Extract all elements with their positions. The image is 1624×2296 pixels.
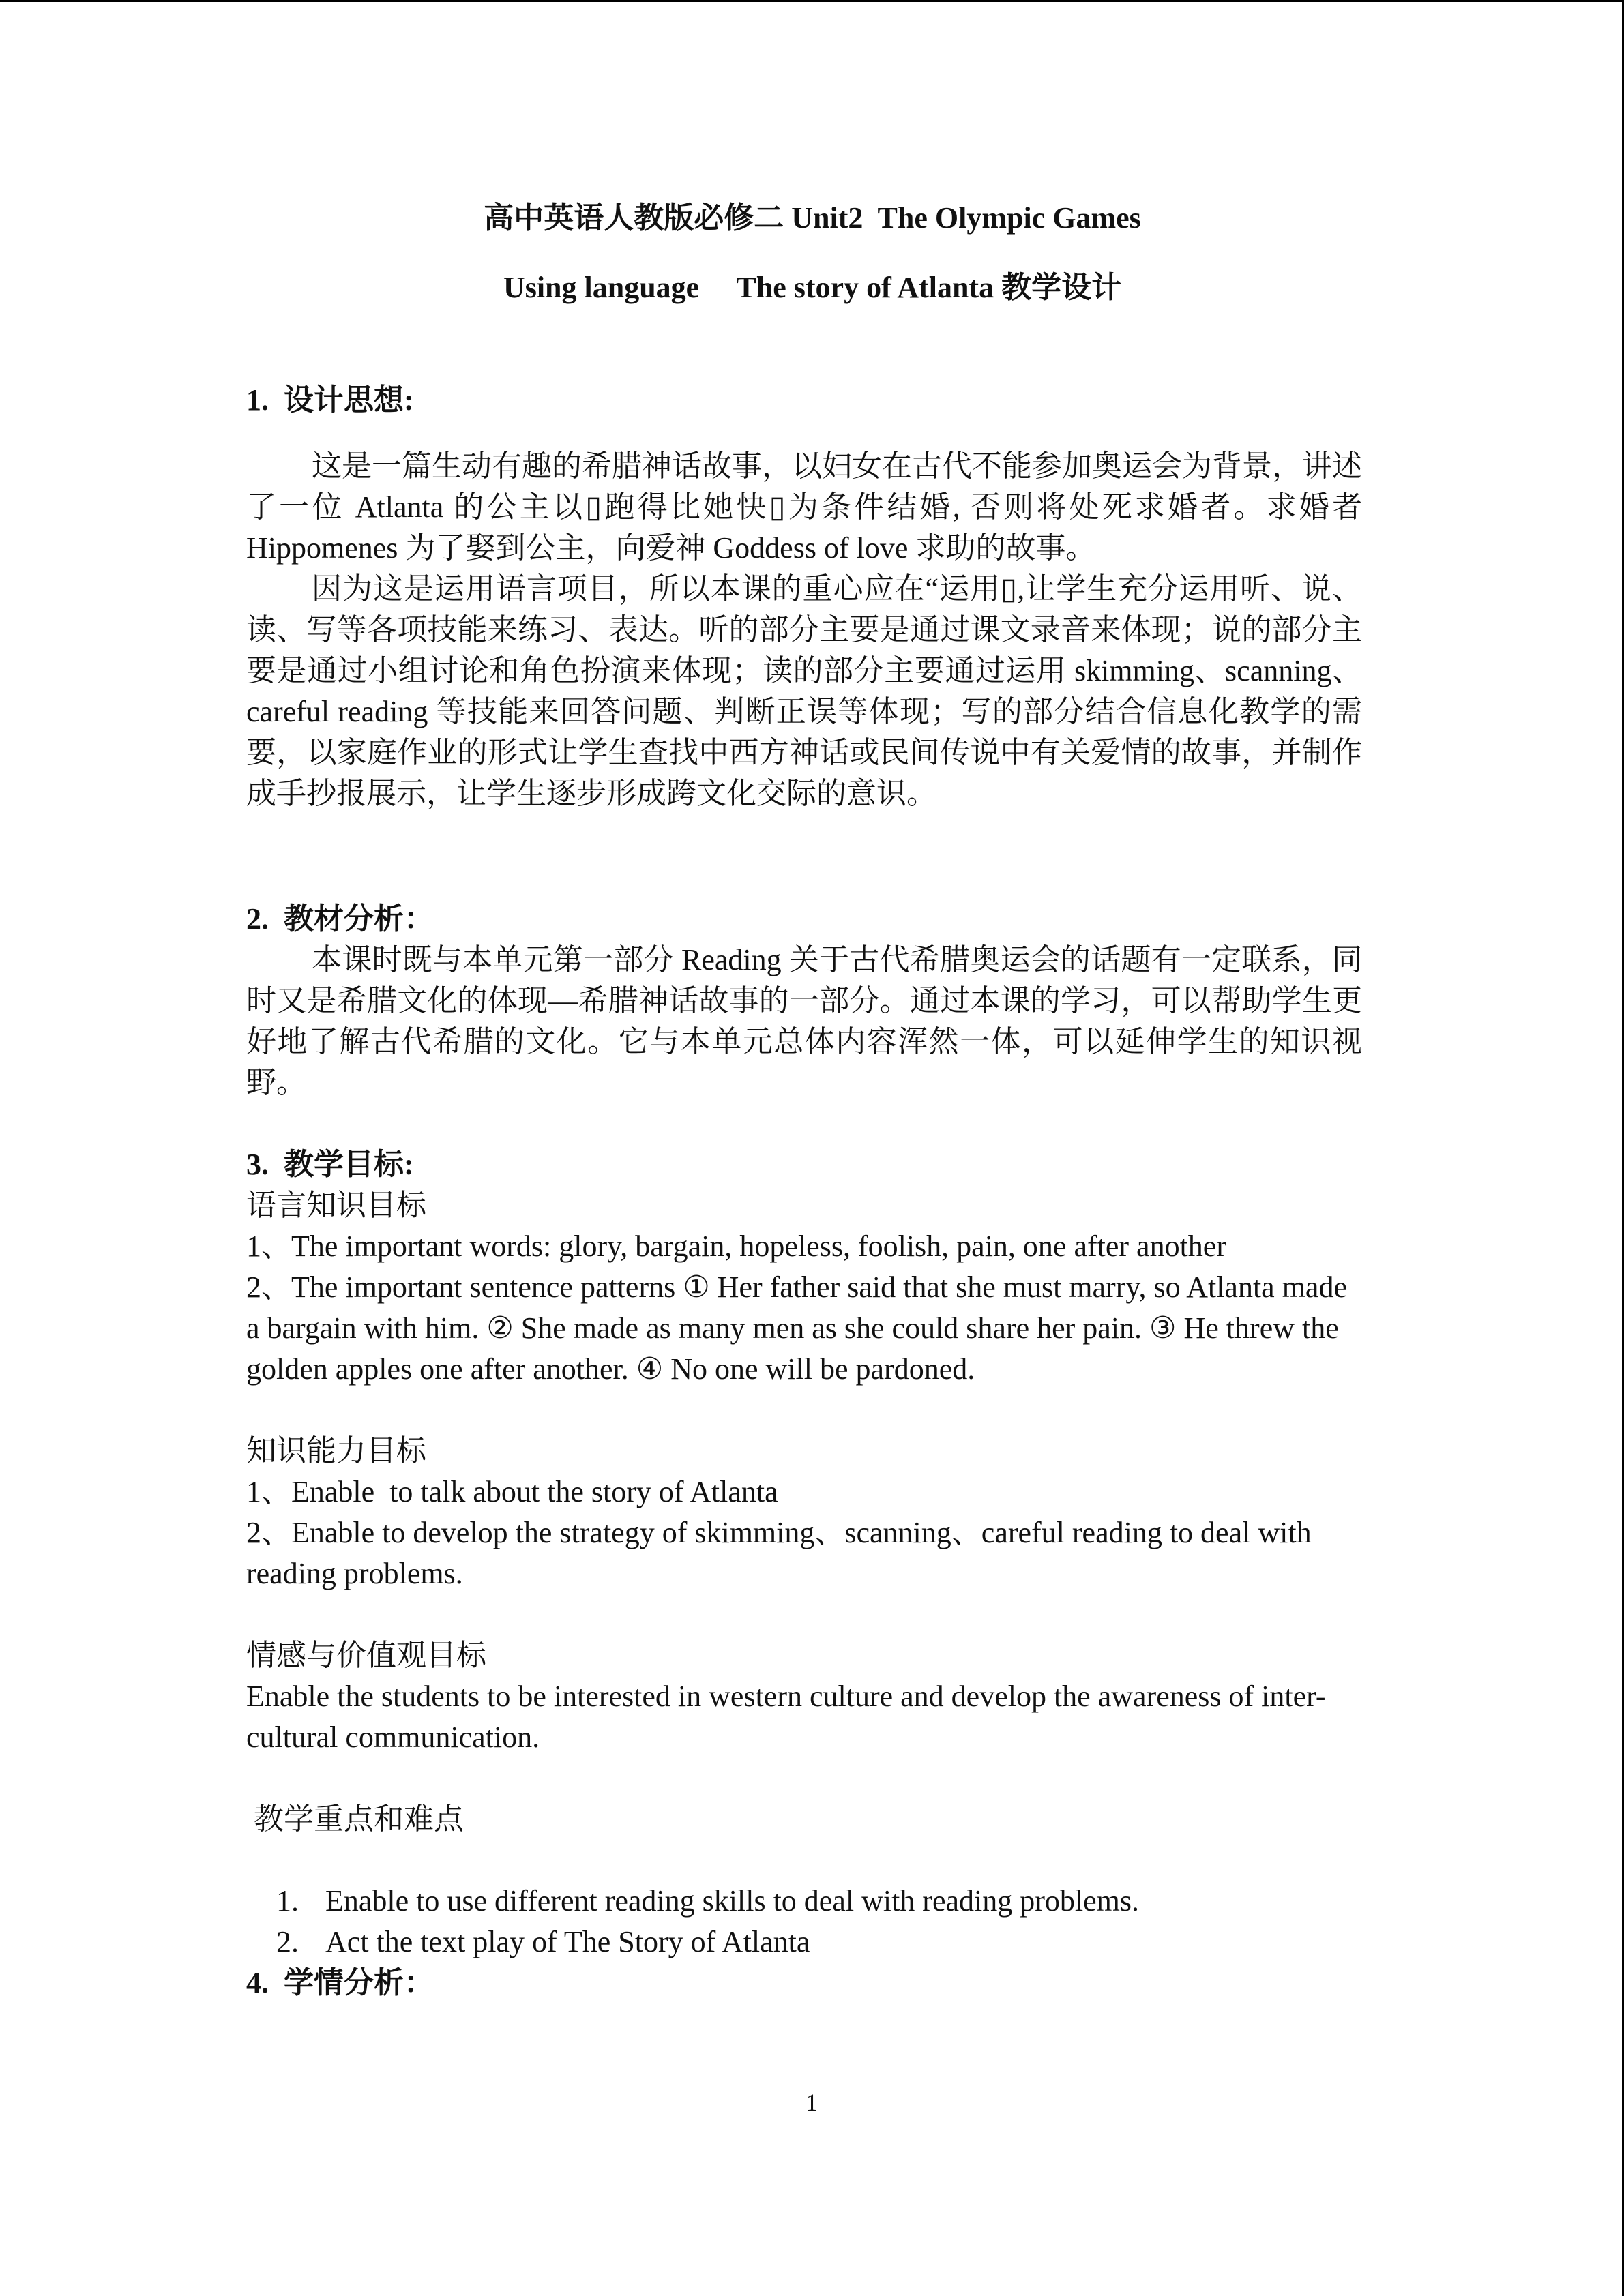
section-3-heading: 3. 教学目标: — [246, 1148, 414, 1181]
page-top-border — [0, 0, 1624, 2]
document-title: 高中英语人教版必修二 Unit2 The Olympic Games — [484, 201, 1141, 235]
keypoint-text: Act the text play of The Story of Atlanta — [325, 1925, 810, 1958]
language-goal-2: 2、The important sentence patterns ① Her father said that she must marry, so Atlanta made a bargain with him. ② She made as many men as she could share her pain. ③ He threw the golden apples one after another. ④ No one will be pardoned. — [246, 1270, 1347, 1386]
section-1-paragraph-1: 这是一篇生动有趣的希腊神话故事，以妇女在古代不能参加奥运会为背景，讲述了一位 Atlanta 的公主以▯跑得比她快▯为条件结婚, 否则将处死求婚者。求婚者 Hippomenes 为了娶到公主，向爱神 Goddess of love 求助的故事。 — [246, 449, 1362, 565]
ability-goal-label: 知识能力目标 — [246, 1434, 426, 1467]
keypoint-text: Enable to use different reading skills to deal with reading problems. — [325, 1884, 1139, 1918]
emotion-goal-text: Enable the students to be interested in western culture and develop the awareness of inter-cultural communication. — [246, 1680, 1326, 1754]
section-1-paragraph-2: 因为这是运用语言项目，所以本课的重心应在“运用▯,让学生充分运用听、说、读、写等各项技能来练习、表达。听的部分主要是通过课文录音来体现；说的部分主要是通过小组讨论和角色扮演来体现；读的部分主要通过运用 skimming、scanning、careful reading 等技能来回答问题、判断正误等体现；写的部分结合信息化教学的需要，以家庭作业的形式让学生查找中西方神话或民间传说中有关爱情的故事，并制作成手抄报展示，让学生逐步形成跨文化交际的意识。 — [246, 572, 1362, 810]
section-2-paragraph: 本课时既与本单元第一部分 Reading 关于古代希腊奥运会的话题有一定联系，同时又是希腊文化的体现—希腊神话故事的一部分。通过本课的学习，可以帮助学生更好地了解古代希腊的文化。它与本单元总体内容浑然一体，可以延伸学生的知识视野。 — [246, 943, 1362, 1099]
keypoints-label: 教学重点和难点 — [246, 1802, 464, 1836]
keypoint-number: 1. — [276, 1884, 299, 1918]
section-1-heading: 1. 设计思想: — [246, 383, 414, 417]
language-goal-label: 语言知识目标 — [246, 1189, 426, 1222]
keypoint-number: 2. — [276, 1925, 299, 1958]
document-subtitle: Using language The story of Atlanta 教学设计 — [503, 271, 1122, 304]
emotion-goal-label: 情感与价值观目标 — [246, 1639, 486, 1672]
section-2-heading: 2. 教材分析： — [246, 902, 434, 936]
language-goal-1: 1、The important words: glory, bargain, hopeless, foolish, pain, one after another — [246, 1229, 1226, 1263]
section-4-heading: 4. 学情分析： — [246, 1966, 434, 1999]
page-number: 1 — [806, 2089, 818, 2116]
ability-goal-2: 2、Enable to develop the strategy of skimming、scanning、careful reading to deal with reading problems. — [246, 1516, 1312, 1590]
ability-goal-1: 1、Enable to talk about the story of Atlanta — [246, 1475, 778, 1508]
